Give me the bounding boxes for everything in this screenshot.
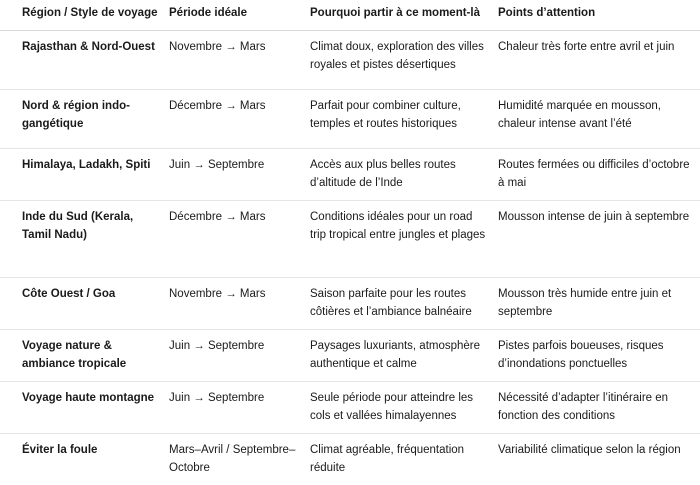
cell-why: Parfait pour combiner culture, temples et routes historiques (310, 90, 498, 149)
table-row (0, 31, 700, 90)
cell-period: Mars–Avril / Septembre–Octobre (169, 434, 310, 485)
cell-region: Himalaya, Ladakh, Spiti (0, 149, 169, 201)
cell-region: Côte Ouest / Goa (0, 278, 169, 330)
cell-region: Nord & région indo-gangétique (0, 90, 169, 149)
table-row (0, 434, 700, 485)
cell-why: Seule période pour atteindre les cols et vallées himalayennes (310, 382, 498, 434)
cell-region: Éviter la foule (0, 434, 169, 485)
cell-attention: Variabilité climatique selon la région (498, 434, 700, 485)
table-row (0, 149, 700, 201)
header-attention: Points d’attention (498, 0, 700, 31)
table-row (0, 90, 700, 149)
cell-why: Climat agréable, fréquentation réduite (310, 434, 498, 485)
cell-why: Climat doux, exploration des villes royales et pistes désertiques (310, 31, 498, 90)
header-period: Période idéale (169, 0, 310, 31)
cell-why: Conditions idéales pour un road trip tropical entre jungles et plages (310, 201, 498, 278)
cell-attention: Routes fermées ou difficiles d’octobre à mai (498, 149, 700, 201)
header-row (0, 0, 700, 31)
cell-period: Décembre → Mars (169, 201, 310, 278)
cell-why: Saison parfaite pour les routes côtières et l’ambiance balnéaire (310, 278, 498, 330)
cell-attention: Pistes parfois boueuses, risques d’inondations ponctuelles (498, 330, 700, 382)
cell-attention: Humidité marquée en mousson, chaleur intense avant l’été (498, 90, 700, 149)
cell-region: Rajasthan & Nord-Ouest (0, 31, 169, 90)
cell-period: Juin → Septembre (169, 149, 310, 201)
cell-region: Inde du Sud (Kerala, Tamil Nadu) (0, 201, 169, 278)
table-row (0, 382, 700, 434)
table-header (0, 0, 700, 31)
cell-region: Voyage haute montagne (0, 382, 169, 434)
cell-period: Juin → Septembre (169, 382, 310, 434)
cell-period: Novembre → Mars (169, 278, 310, 330)
cell-attention: Chaleur très forte entre avril et juin (498, 31, 700, 90)
cell-attention: Mousson intense de juin à septembre (498, 201, 700, 278)
cell-period: Juin → Septembre (169, 330, 310, 382)
table-body (0, 31, 700, 485)
cell-period: Décembre → Mars (169, 90, 310, 149)
table-row (0, 201, 700, 278)
header-why: Pourquoi partir à ce moment-là (310, 0, 498, 31)
cell-region: Voyage nature & ambiance tropicale (0, 330, 169, 382)
header-region: Région / Style de voyage (0, 0, 169, 31)
cell-why: Accès aux plus belles routes d’altitude de l’Inde (310, 149, 498, 201)
cell-attention: Mousson très humide entre juin et septembre (498, 278, 700, 330)
table-row (0, 278, 700, 330)
cell-period: Novembre → Mars (169, 31, 310, 90)
cell-attention: Nécessité d’adapter l’itinéraire en fonction des conditions (498, 382, 700, 434)
table-row (0, 330, 700, 382)
cell-why: Paysages luxuriants, atmosphère authentique et calme (310, 330, 498, 382)
